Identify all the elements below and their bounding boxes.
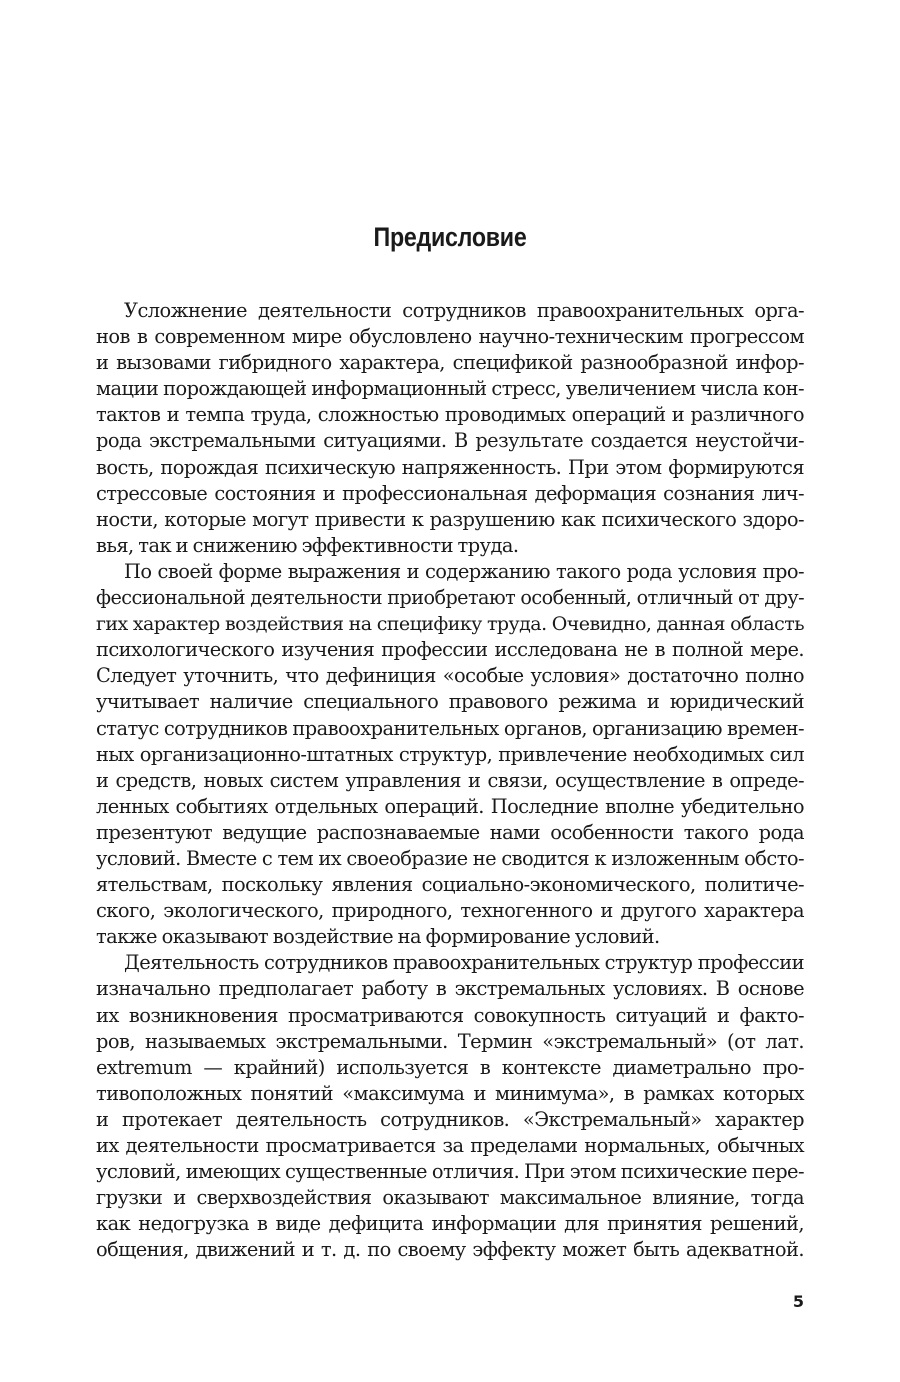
text-line: вость, порождая психическую напряженность. При этом формируются [96,455,804,479]
text-line: и протекает деятельность сотрудников. «Экстремальный» характер [96,1107,804,1131]
text-line: ных организационно-штатных структур, привлечение необходимых сил [96,742,804,766]
text-line: изначально предполагает работу в экстремальных условиях. В основе [96,977,804,1001]
text-line: Деятельность сотрудников правоохранительных структур профессии [124,951,804,975]
text-line: ности, которые могут привести к разрушению как психического здоро- [96,507,804,531]
text-line: рода экстремальными ситуациями. В результате создается неустойчи- [96,429,804,453]
text-line: условий. Вместе с тем их своеобразие не сводится к изложенным обсто- [96,846,804,870]
body-text [96,298,804,1263]
text-line: ятельствам, поскольку явления социально-экономического, политиче- [96,873,804,897]
text-line: и средств, новых систем управления и связи, осуществление в опреде- [96,768,804,792]
text-line: их деятельности просматривается за пределами нормальных, обычных [96,1134,804,1157]
text-line: Следует уточнить, что дефиниция «особые условия» достаточно полно [96,664,804,688]
text-line: вья, так и снижению эффективности труда. [96,533,519,557]
text-line: По своей форме выражения и содержанию такого рода условия про- [124,559,804,583]
text-line: фессиональной деятельности приобретают особенный, отличный от дру- [96,586,804,610]
text-line: ского, экологического, природного, техногенного и другого характера [96,899,804,923]
text-line: учитывает наличие специального правового режима и юридический [96,690,804,714]
text-line: грузки и сверхвоздействия оказывают максимальное влияние, тогда [96,1186,804,1210]
text-line: условий, имеющих существенные отличия. При этом психические пере- [96,1160,804,1184]
text-line: тактов и темпа труда, сложностью проводимых операций и различного [96,403,804,427]
text-line: их возникновения просматриваются совокупность ситуаций и факто- [96,1003,804,1027]
text-line: презентуют ведущие распознаваемые нами особенности такого рода [96,820,804,844]
text-line: психологического изучения профессии исследована не в полной мере. [96,638,804,662]
page-number: 5 [792,1292,804,1311]
text-line: также оказывают воздействие на формирование условий. [96,925,660,949]
text-line: ленных событиях отдельных операций. Последние вполне убедительно [96,794,804,818]
text-line: общения, движений и т. д. по своему эффекту может быть адекватной. [96,1238,804,1262]
text-line: стрессовые состояния и профессиональная деформация сознания лич- [96,481,804,505]
page-title: Предисловие [373,222,527,252]
text-line: и вызовами гибридного характера, спецификой разнообразной инфор- [96,351,804,375]
text-line: гих характер воздействия на специфику труда. Очевидно, данная область [96,613,804,636]
text-line: Усложнение деятельности сотрудников правоохранительных орга- [124,299,804,322]
text-line: статус сотрудников правоохранительных органов, организацию времен- [96,716,804,740]
text-line: мации порождающей информационный стресс, увеличением числа кон- [96,377,804,401]
text-line: тивоположных понятий «максимума и минимума», в рамках которых [96,1081,804,1105]
text-line: ров, называемых экстремальными. Термин «экстремальный» (от лат. [96,1029,804,1053]
text-line: как недогрузка в виде дефицита информации для принятия решений, [96,1212,804,1236]
text-line: extremum — крайний) используется в контексте диаметрально про- [96,1055,804,1079]
text-line: нов в современном мире обусловлено научно-техническим прогрессом [96,325,804,349]
